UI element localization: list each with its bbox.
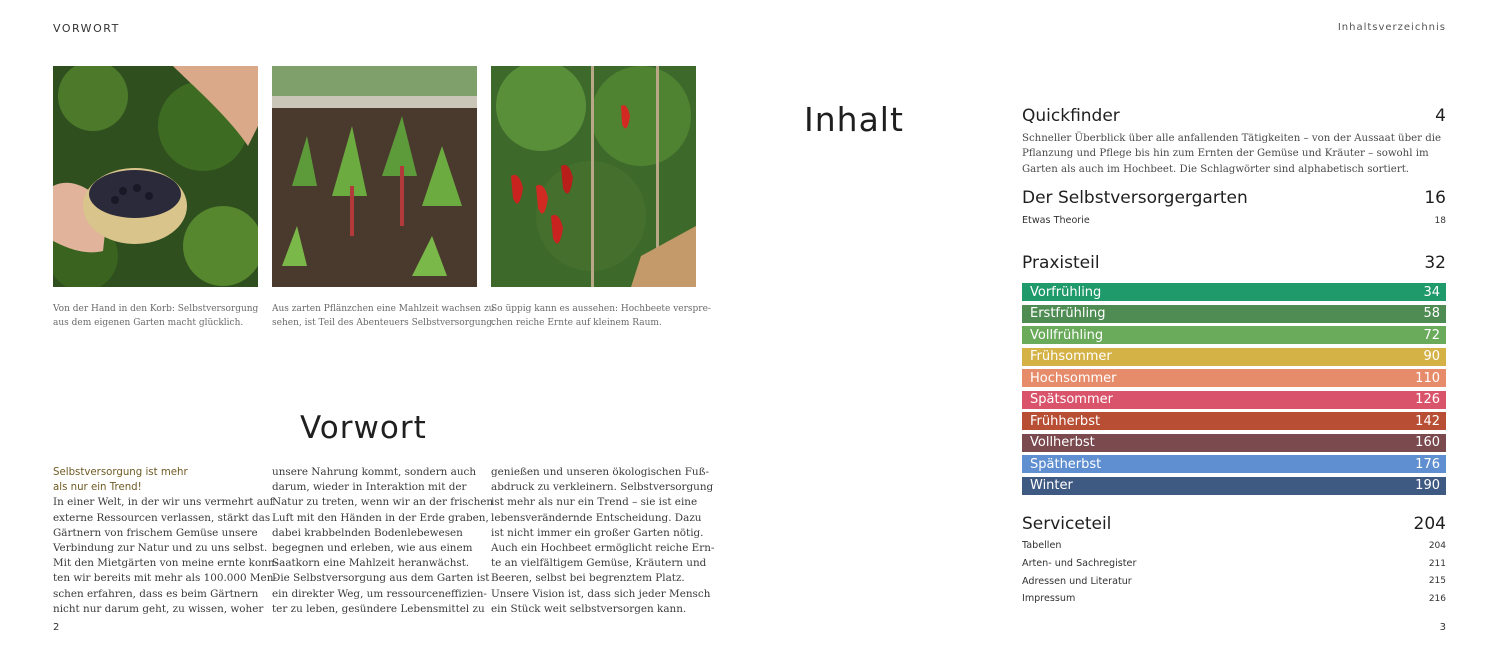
season-bar-winter[interactable]: Winter 190: [1022, 477, 1446, 495]
season-bar-spaetherbst[interactable]: Spätherbst 176: [1022, 455, 1446, 473]
season-bar-vollfruehling[interactable]: Vollfrühling 72: [1022, 326, 1446, 344]
page-number-left: 2: [53, 622, 60, 633]
toc-quickfinder: [1022, 106, 1446, 177]
page-title-inhalt: Inhalt: [804, 100, 904, 139]
toc-item-adressen[interactable]: Adressen und Literatur 215: [1022, 575, 1446, 587]
text-column-1: Selbstversorgung ist mehr als nur ein Trend! In einer Welt, in der wir uns vermehrt auf externe Ressourcen verlassen, stärkt das Gärtnern von frischem Gemüse unsere Verbindung zur Natur und zu uns selbst. Mit den Mietgärten von meine ernte konn- ten wir bereits mit mehr als 100.000 Men- schen erfahren, dass es beim Gärtnern nicht nur darum geht, zu wissen, woher: [53, 467, 279, 615]
toc-praxisteil: [1022, 253, 1446, 498]
intro-heading-line-2: als nur ein Trend!: [53, 482, 142, 494]
photo-peppers-raised-bed: [491, 66, 696, 287]
season-bar-vollherbst[interactable]: Vollherbst 160: [1022, 434, 1446, 452]
toc-section-praxisteil[interactable]: Praxisteil 32: [1022, 253, 1446, 273]
toc-serviceteil: [1022, 514, 1446, 608]
season-bar-fruehherbst[interactable]: Frühherbst 142: [1022, 412, 1446, 430]
toc-item-register[interactable]: Arten- und Sachregister 211: [1022, 558, 1446, 570]
quickfinder-description: Schneller Überblick über alle anfallenden Tätigkeiten – von der Aussaat über die Pflanzung und Pflege bis hin zum Ernten der Gemüse und Kräuter – sowohl im Garten als auch im Hochbeet. Die Schlagwörter sind alphabetisch sortiert.: [1022, 133, 1442, 175]
season-bar-hochsommer[interactable]: Hochsommer 110: [1022, 369, 1446, 387]
text-column-3: genießen und unseren ökologischen Fuß- abdruck zu verkleinern. Selbstversorgung ist mehr als nur ein Trend – sie ist eine lebensverändernde Entscheidung. Dazu ist nicht immer ein großer Garten nötig. Auch ein Hochbeet ermöglicht reiche Ern- te an vielfältigem Gemüse, Kräutern und Beeren, selbst bei begrenztem Platz. Unsere Vision ist, dass sich jeder Mensch ein Stück weit selbstversorgen kann.: [491, 466, 715, 615]
season-bar-vorfruehling[interactable]: Vorfrühling 34: [1022, 283, 1446, 301]
photo-seedlings: [272, 66, 477, 287]
page-number-right: 3: [1439, 622, 1446, 633]
running-header-left: VORWORT: [53, 22, 120, 35]
toc-section-selbstversorgergarten[interactable]: Der Selbstversorgergarten 16: [1022, 188, 1446, 208]
toc-section-serviceteil[interactable]: Serviceteil 204: [1022, 514, 1446, 534]
intro-heading-line-1: Selbstversorgung ist mehr: [53, 467, 188, 478]
photo-caption-3: So üppig kann es aussehen: Hochbeete verspre- chen reiche Ernte auf kleinem Raum.: [491, 304, 711, 328]
season-bar-fruehsommer[interactable]: Frühsommer 90: [1022, 348, 1446, 366]
text-column-2: unsere Nahrung kommt, sondern auch darum, wieder in Interaktion mit der Natur zu treten, wenn wir an der frischen Luft mit den Händen in der Erde graben, dabei krabbelnden Bodenlebewesen begegnen und erleben, wie aus einem Saatkorn eine Mahlzeit heranwächst. Die Selbstversorgung aus dem Garten ist ein direkter Weg, um ressourceneffizien- ter zu leben, gesündere Lebensmittel zu: [272, 466, 494, 615]
page-title-vorwort: Vorwort: [300, 410, 427, 446]
photo-caption-2: Aus zarten Pflänzchen eine Mahlzeit wachsen zu sehen, ist Teil des Abenteuers Selbstversorgung.: [272, 304, 496, 328]
toc-item-impressum[interactable]: Impressum 216: [1022, 593, 1446, 605]
toc-selbstversorgergarten: [1022, 188, 1446, 230]
season-bar-spaetsommer[interactable]: Spätsommer 126: [1022, 391, 1446, 409]
photo-caption-1: Von der Hand in den Korb: Selbstversorgung aus dem eigenen Garten macht glücklich.: [53, 304, 259, 328]
photo-berries-basket: [53, 66, 258, 287]
toc-item-tabellen[interactable]: Tabellen 204: [1022, 540, 1446, 552]
season-list: [1022, 283, 1446, 495]
toc-section-quickfinder[interactable]: Quickfinder 4: [1022, 106, 1446, 126]
running-header-right: Inhaltsverzeichnis: [1337, 22, 1446, 33]
season-bar-erstfruehling[interactable]: Erstfrühling 58: [1022, 305, 1446, 323]
toc-item-etwas-theorie[interactable]: Etwas Theorie 18: [1022, 215, 1446, 227]
